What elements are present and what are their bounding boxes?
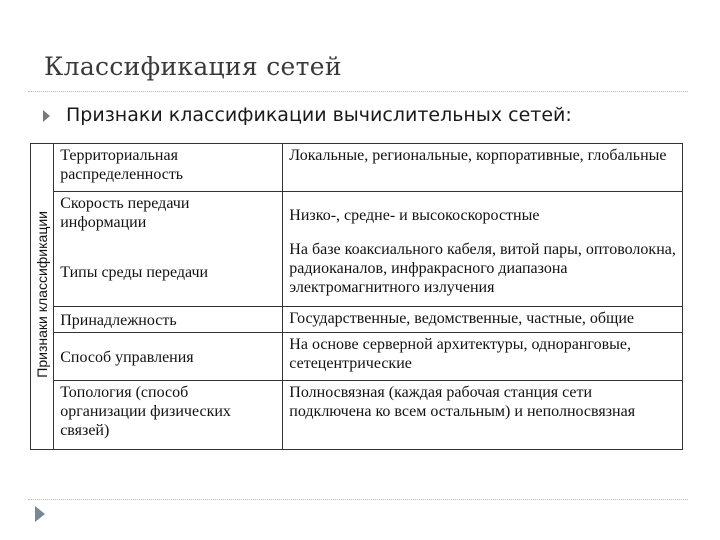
table-row: [31, 307, 683, 333]
param-cell: Скорость передачи информации: [54, 191, 283, 238]
next-slide-arrow-icon[interactable]: [35, 506, 45, 522]
table-row: [31, 144, 683, 192]
bullet-text: Признаки классификации вычислительных сетей:: [66, 104, 572, 126]
footer-divider: [28, 499, 688, 500]
table-row: [31, 333, 683, 381]
param-cell: Способ управления: [54, 333, 283, 381]
title-divider: [28, 91, 688, 92]
value-cell: Низко-, средне- и высокоскоростные: [283, 191, 683, 238]
param-cell: Территориальная распределенность: [54, 144, 283, 192]
value-cell: На базе коаксиального кабеля, витой пары, оптоволокна, радиоканалов, инфракрасного диапазона электромагнитного излучения: [283, 238, 683, 307]
value-cell: Государственные, ведомственные, частные, общие: [283, 307, 683, 333]
value-cell: Локальные, региональные, корпоративные, глобальные: [283, 144, 683, 192]
side-label-cell: [31, 144, 54, 450]
side-label: Признаки классификации: [33, 210, 50, 378]
table-row: [31, 191, 683, 238]
value-cell: На основе серверной архитектуры, одноранговые, сетецентрические: [283, 333, 683, 381]
slide-title: Классификация сетей: [44, 52, 342, 81]
table-row: [31, 238, 683, 307]
param-cell: Топология (способ организации физических связей): [54, 380, 283, 449]
param-cell: Принадлежность: [54, 307, 283, 333]
param-cell: Типы среды передачи: [54, 238, 283, 307]
triangle-bullet-icon: [43, 110, 50, 122]
table-row: [31, 380, 683, 449]
classification-table: [30, 143, 683, 450]
value-cell: Полносвязная (каждая рабочая станция сети подключена ко всем остальным) и неполносвязная: [283, 380, 683, 449]
